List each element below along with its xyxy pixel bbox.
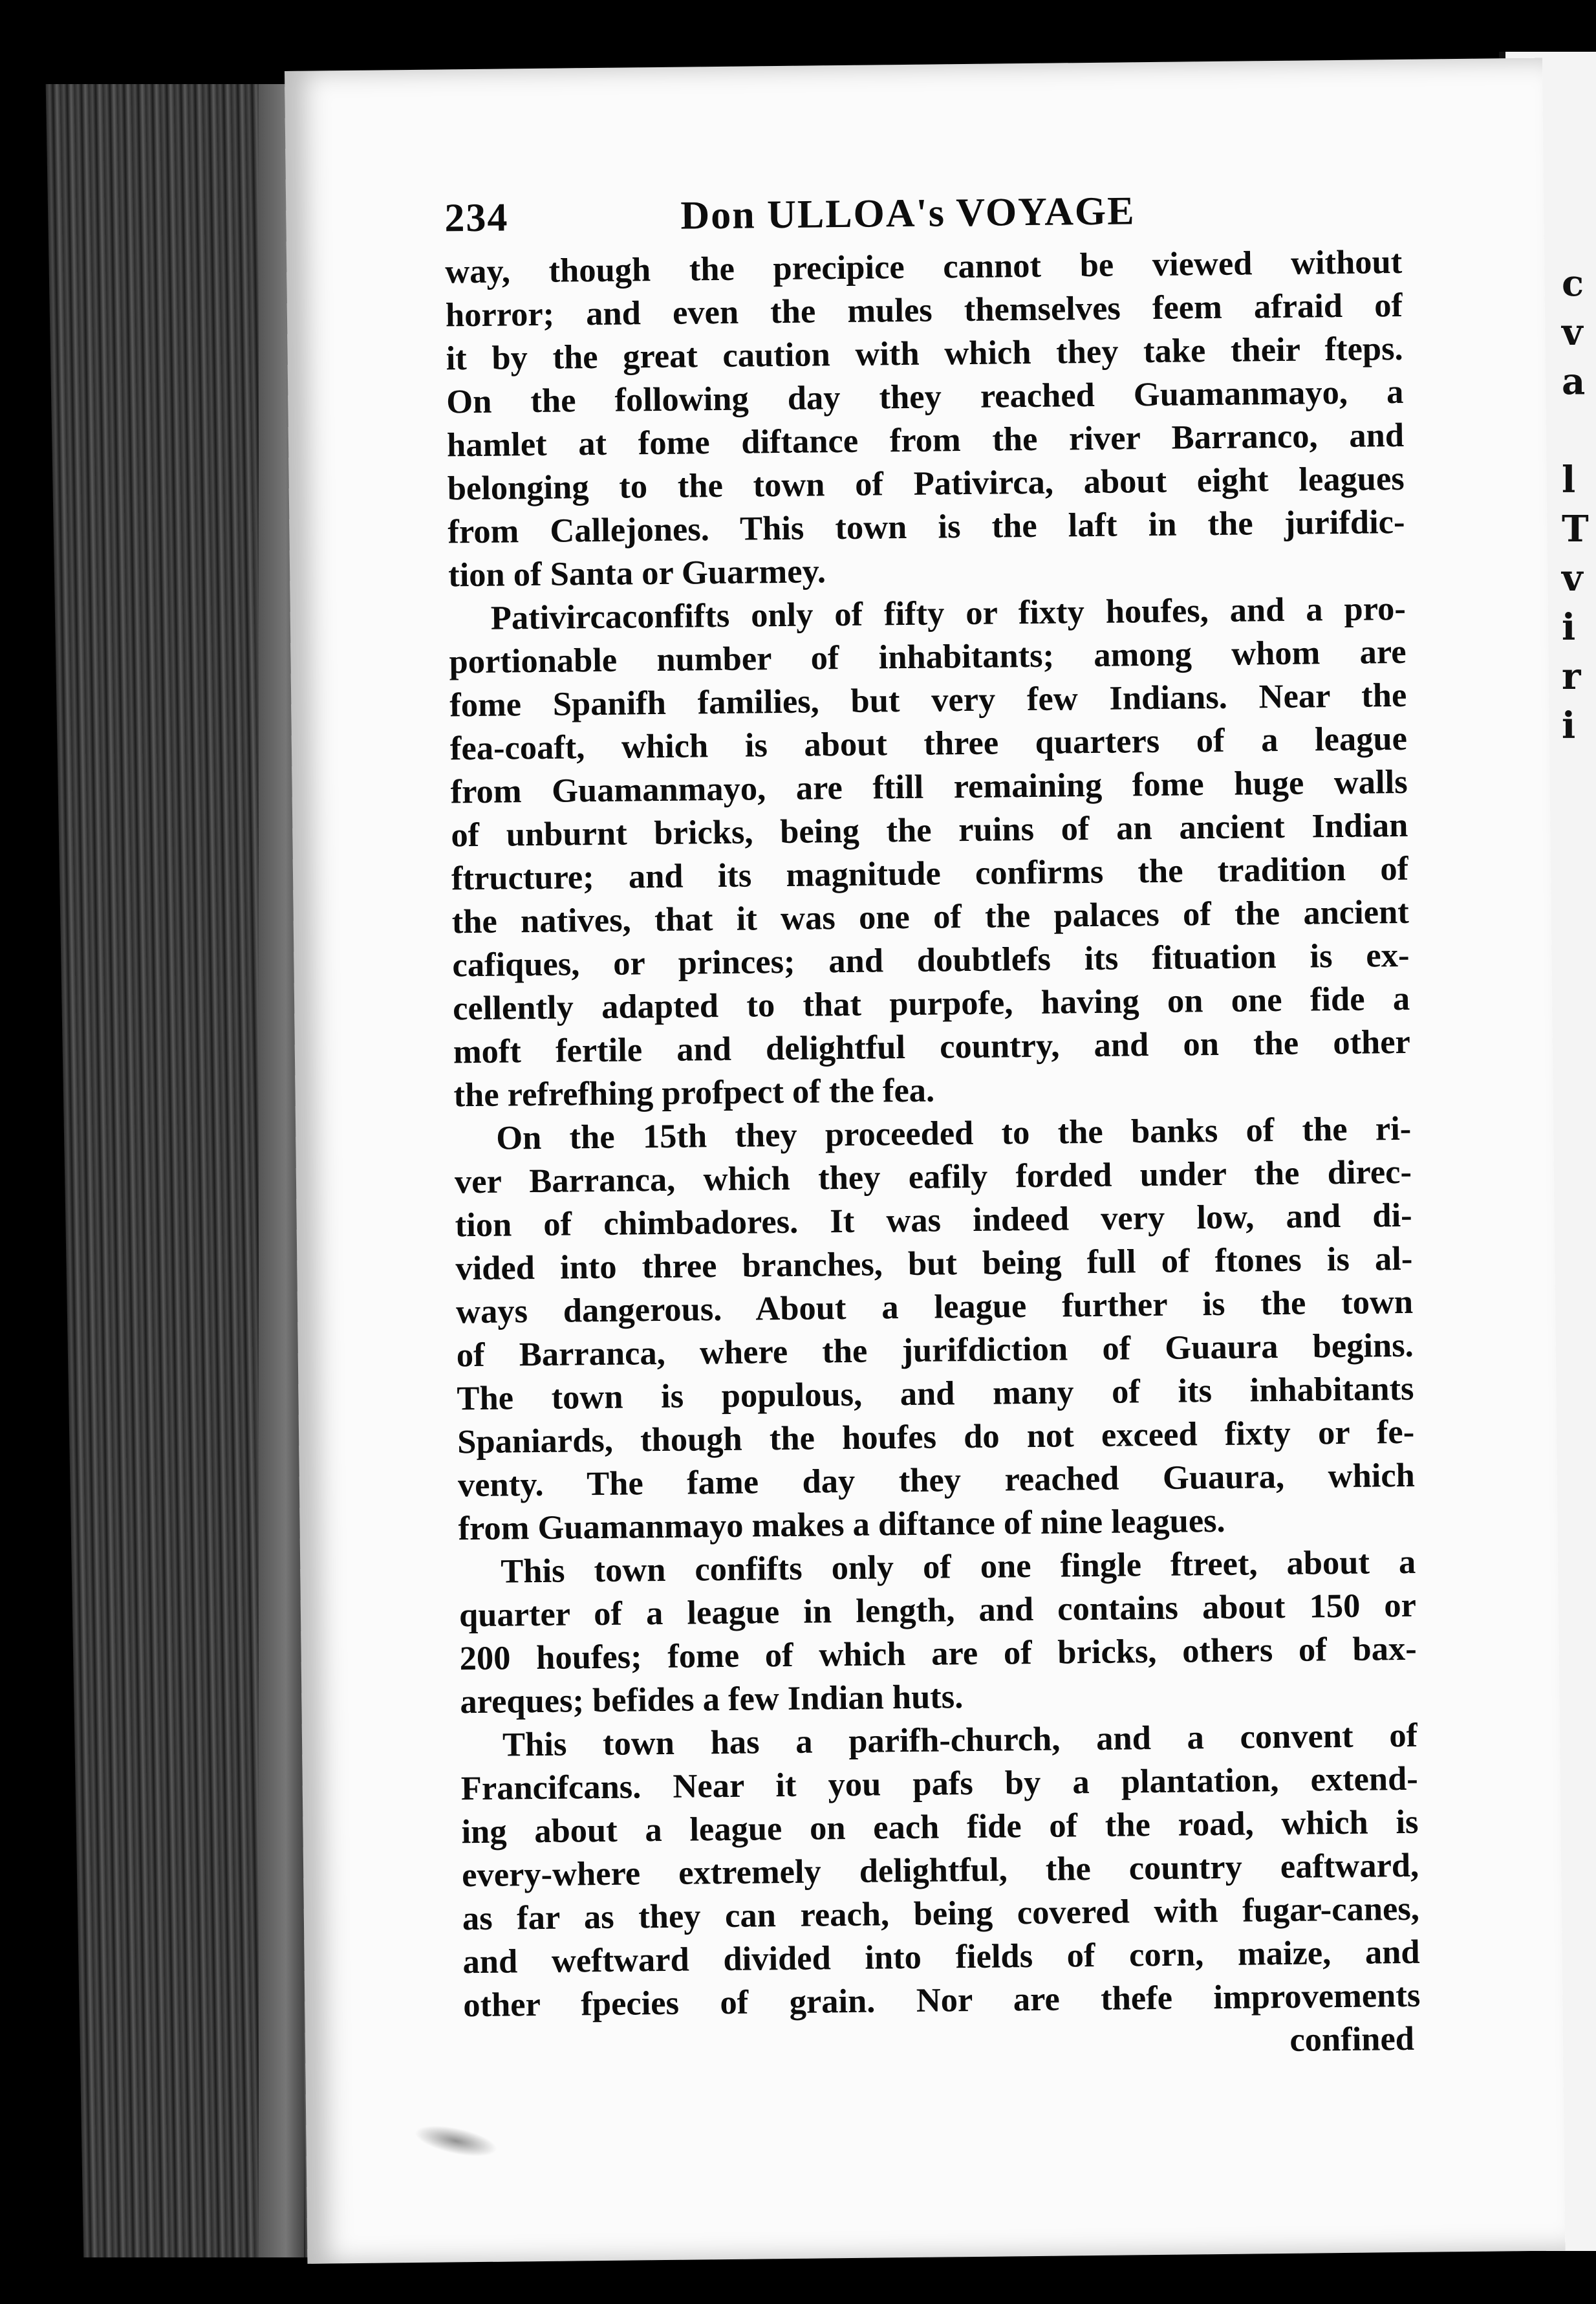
text-line: hamlet at fome diftance from the river Barranco, and [446, 416, 1405, 464]
text-line: belonging to the town of Pativirca, about eight leagues [447, 459, 1405, 508]
text-line: cellently adapted to that purpofe, having on one fide a [452, 979, 1410, 1028]
text-line: the refrefhing profpect of the fea. [453, 1071, 935, 1114]
facing-page-letter: v [1562, 311, 1583, 354]
text-line: ing about a league on each fide of the road, which is [461, 1803, 1419, 1851]
text-line: ver Barranca, which they eafily forded under the direc- [454, 1153, 1412, 1201]
text-line: from Guamanmayo makes a diftance of nine leagues. [458, 1501, 1225, 1548]
facing-page-letter: v [1562, 557, 1583, 600]
book-page [285, 58, 1565, 2264]
facing-page-letter: i [1562, 606, 1576, 649]
text-line: vided into three branches, but being full of ftones is al- [455, 1239, 1413, 1288]
text-line: ftructure; and its magnitude confirms the tradition of [451, 849, 1409, 898]
running-title: Don ULLOA's VOYAGE [680, 189, 1136, 238]
facing-page-letter [1562, 406, 1596, 455]
text-line: tion of chimbadores. It was indeed very low, and di- [455, 1196, 1412, 1244]
text-line: and weftward divided into fields of corn, maize, and [462, 1933, 1420, 1981]
text-line: it by the great caution with which they take their fteps. [446, 329, 1403, 378]
text-line: fome Spanifh families, but very few Indians. Near the [449, 676, 1407, 724]
text-line: Pativircaconfifts only of fifty or fixty houfes, and a pro- [490, 589, 1407, 637]
running-head [444, 186, 1402, 250]
facing-page-letter: a [1562, 360, 1586, 403]
text-line: 200 houfes; fome of which are of bricks, others of bax- [459, 1629, 1417, 1678]
facing-page-letter: T [1562, 508, 1589, 550]
text-line: cafiques, or princes; and doubtlefs its fituation is ex- [452, 936, 1410, 984]
text-line: quarter of a league in length, and contains about 150 or [458, 1586, 1417, 1635]
text-line: every-where extremely delightful, the country eaftward, [461, 1846, 1419, 1895]
text-line: from Callejones. This town is the laft in the jurifdic- [448, 503, 1405, 551]
facing-page-letter: r [1562, 655, 1581, 698]
text-line: from Guamanmayo, are ftill remaining fome huge walls [450, 763, 1408, 811]
text-line: other fpecies of grain. Nor are thefe improvements [463, 1976, 1421, 2025]
text-line: of Barranca, where the jurifdiction of Guaura begins. [456, 1326, 1414, 1375]
text-line: This town confifts only of one fingle ftreet, about a [501, 1543, 1416, 1591]
text-line: portionable number of inhabitants; among whom are [449, 633, 1407, 681]
page-number: 234 [444, 195, 509, 241]
text-line: On the 15th they proceeded to the banks of the ri- [495, 1109, 1412, 1157]
text-line: The town is populous, and many of its inhabitants [457, 1369, 1414, 1418]
body-text [445, 241, 1421, 2027]
text-line: fea-coaft, which is about three quarters of a league [449, 719, 1408, 768]
text-line: Francifcans. Near it you pafs by a plantation, extend- [460, 1759, 1419, 1808]
text-line: areques; befides a few Indian huts. [460, 1678, 964, 1721]
text-line: Spaniards, though the houfes do not exceed fixty or fe- [457, 1413, 1415, 1461]
text-line: On the following day they reached Guamanmayo, a [446, 373, 1404, 421]
facing-page-letter: l [1562, 459, 1576, 501]
text-line: the natives, that it was one of the palaces of the ancient [451, 893, 1410, 941]
text-line: venty. The fame day they reached Guaura, which [457, 1456, 1416, 1505]
catchword: confined [1289, 2019, 1415, 2059]
facing-page-letter: i [1562, 704, 1576, 747]
text-line: way, though the precipice cannot be viewed without [444, 243, 1403, 291]
page-content [444, 186, 1421, 2070]
text-line: This town has a parifh-church, and a convent of [502, 1716, 1418, 1764]
text-line: tion of Santa or Guarmey. [448, 552, 826, 594]
facing-page-letter: c [1562, 262, 1584, 305]
text-line: moft fertile and delightful country, and on the other [453, 1023, 1411, 1071]
text-line: of unburnt bricks, being the ruins of an ancient Indian [451, 806, 1408, 854]
text-line: ways dangerous. About a league further is the town [455, 1283, 1414, 1331]
text-line: as far as they can reach, being covered with fugar-canes, [462, 1889, 1420, 1938]
text-line: horror; and even the mules themselves feem afraid of [445, 286, 1403, 334]
facing-page-text-fragment [1562, 259, 1596, 750]
